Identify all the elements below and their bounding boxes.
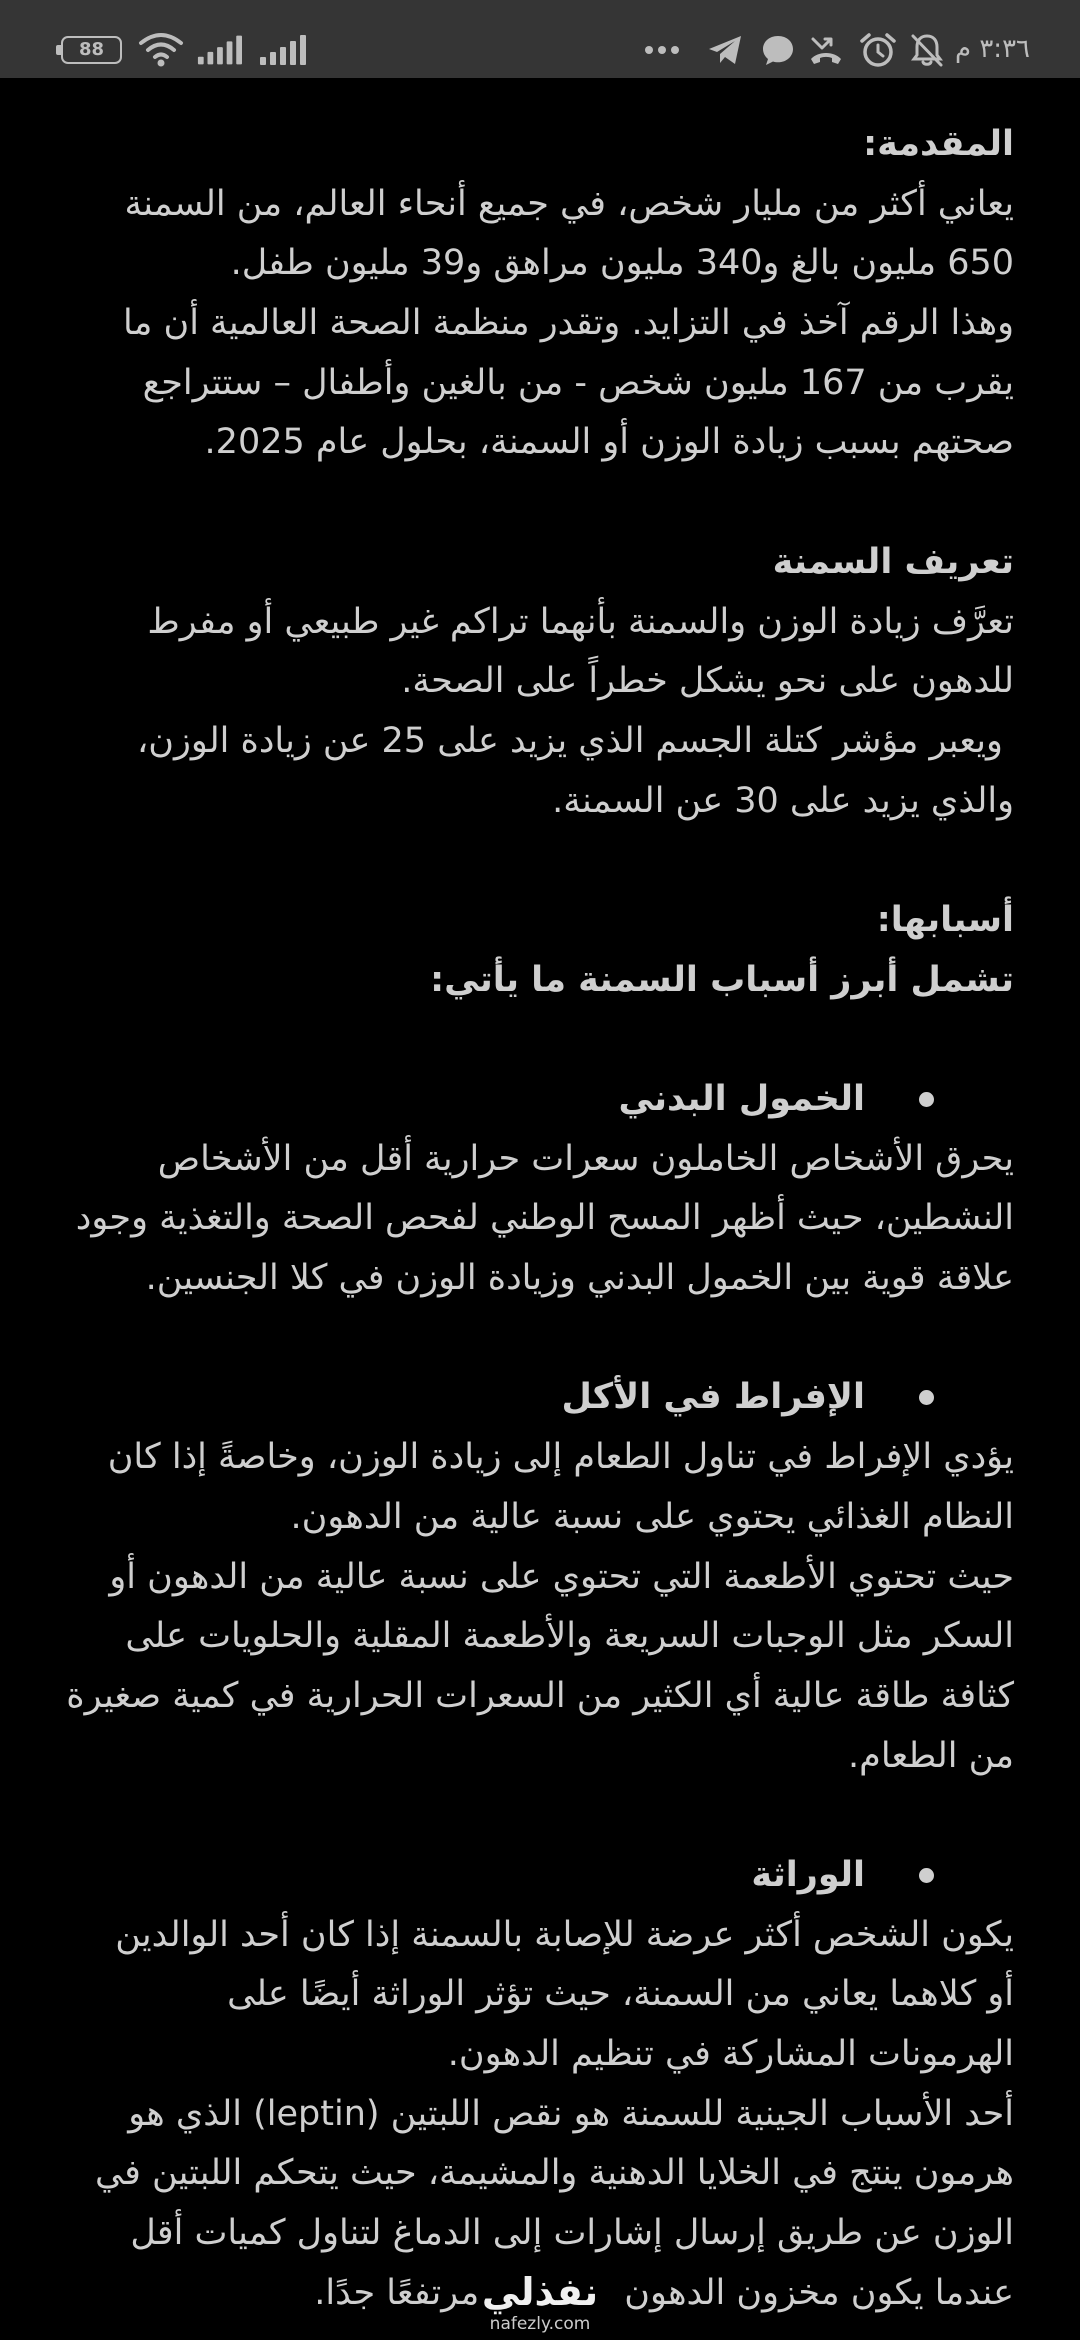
paragraph-line: أحد الأسباب الجينية للسمنة هو نقص اللبتين (leptin) الذي هو [128,2093,1014,2134]
paragraph-line: الهرمونات المشاركة في تنظيم الدهون. [447,2034,1014,2074]
bullet-row [66,1368,1014,1428]
paragraph-line: أو كلاهما يعاني من السمنة، حيث تؤثر الوراثة أيضًا على [227,1974,1014,2015]
paragraph-line: والذي يزيد على 30 عن السمنة. [552,780,1014,821]
section-causes [66,891,1014,2324]
paragraph-line: وهذا الرقم آخذ في التزايد. وتقدر منظمة الصحة العالمية أن ما [122,303,1014,344]
bell-off-icon [908,32,946,68]
bullet-title: الوراثة [751,1854,865,1895]
paragraph-line: النشطين، حيث أظهر المسح الوطني لفحص الصحة والتغذية وجود [75,1198,1014,1239]
bullet-row [66,1070,1014,1130]
bullet-dot [919,1868,934,1883]
cause-item-physical-inactivity [66,1070,1014,1309]
bullet-title: الإفراط في الأكل [561,1377,865,1418]
status-time: ٣:٣٦ م [954,34,1030,64]
section-heading-intro: المقدمة: [863,124,1014,164]
article-content[interactable] [66,115,1014,2323]
alarm-clock-icon [859,32,897,68]
paragraph-line: الوزن عن طريق إرسال إشارات إلى الدماغ لتناول كميات أقل [130,2213,1014,2254]
paragraph-line: كثافة طاقة عالية أي الكثير من السعرات الحرارية في كمية صغيرة [66,1675,1014,1716]
paragraph-line: للدهون على نحو يشكل خطراً على الصحة. [401,661,1014,702]
paragraph-line: يؤدي الإفراط في تناول الطعام إلى زيادة الوزن، وخاصةً إذا كان [107,1437,1014,1478]
section-heading-causes: أسبابها: [876,899,1014,940]
paragraph-line: حيث تحتوي الأطعمة التي تحتوي على نسبة عالية من الدهون أو [109,1556,1014,1597]
wifi-icon [137,31,185,67]
paragraph-line: من الطعام. [848,1735,1014,1776]
cause-item-overeating [66,1368,1014,1786]
paragraph-line: يحرق الأشخاص الخاملون سعرات حرارية أقل من الأشخاص [157,1138,1014,1179]
paragraph-line: صحتهم بسبب زيادة الوزن أو السمنة، بحلول عام 2025. [204,422,1014,463]
paragraph-line: تعرَّف زيادة الوزن والسمنة بأنهما تراكم غير طبيعي أو مفرط [147,601,1014,642]
line-segment-start: عندما يكون مخزون الدهون [624,2272,1014,2313]
paragraph-line: هرمون ينتج في الخلايا الدهنية والمشيمة، حيث يتحكم اللبتين في [94,2153,1014,2194]
paragraph-line: يكون الشخص أكثر عرضة للإصابة بالسمنة إذا كان أحد الوالدين [115,1914,1014,1955]
battery-icon [56,36,122,64]
paragraph-line: 650 مليون بالغ و340 مليون مراهق و39 مليون طفل. [230,243,1014,284]
signal-bars-icon [258,35,306,65]
status-bar[interactable] [0,0,1080,78]
bullet-title: الخمول البدني [618,1079,865,1119]
cause-item-genetics [66,1846,1014,2324]
paragraph-line: علاقة قوية بين الخمول البدني وزيادة الوزن في كلا الجنسين. [145,1258,1014,1299]
section-intro [66,115,1014,473]
watermark-logo: نفذلي [481,2270,599,2314]
paragraph-line: ويعبر مؤشر كتلة الجسم الذي يزيد على 25 عن زيادة الوزن، [137,720,1014,761]
paragraph-line: يعاني أكثر من مليار شخص، في جميع أنحاء العالم، من السمنة [124,183,1014,224]
section-heading-definition: تعريف السمنة [772,541,1014,582]
section-definition [66,533,1014,831]
bullet-dot [919,1092,934,1107]
line-segment-end: مرتفعًا جدًا. [314,2272,480,2313]
watermark-url: nafezly.com [489,2314,591,2334]
battery-level: 88 [61,36,122,64]
telegram-icon [707,33,743,67]
paragraph-line: النظام الغذائي يحتوي على نسبة عالية من الدهون. [290,1496,1014,1537]
paragraph-line: يقرب من 167 مليون شخص - من بالغين وأطفال – ستتراجع [142,362,1014,403]
bullet-row [66,1846,1014,1906]
more-notifications-icon [644,45,680,55]
watermark-gap [479,2303,624,2304]
bullet-dot [919,1390,934,1405]
missed-call-icon [808,33,844,67]
causes-subheading: تشمل أبرز أسباب السمنة ما يأتي: [430,959,1014,1000]
chat-bubble-icon [760,33,796,67]
paragraph-line-obscured [314,2264,1014,2324]
signal-bars-icon [196,35,242,65]
paragraph-line: السكر مثل الوجبات السريعة والأطعمة المقلية والحلويات على [125,1616,1014,1657]
